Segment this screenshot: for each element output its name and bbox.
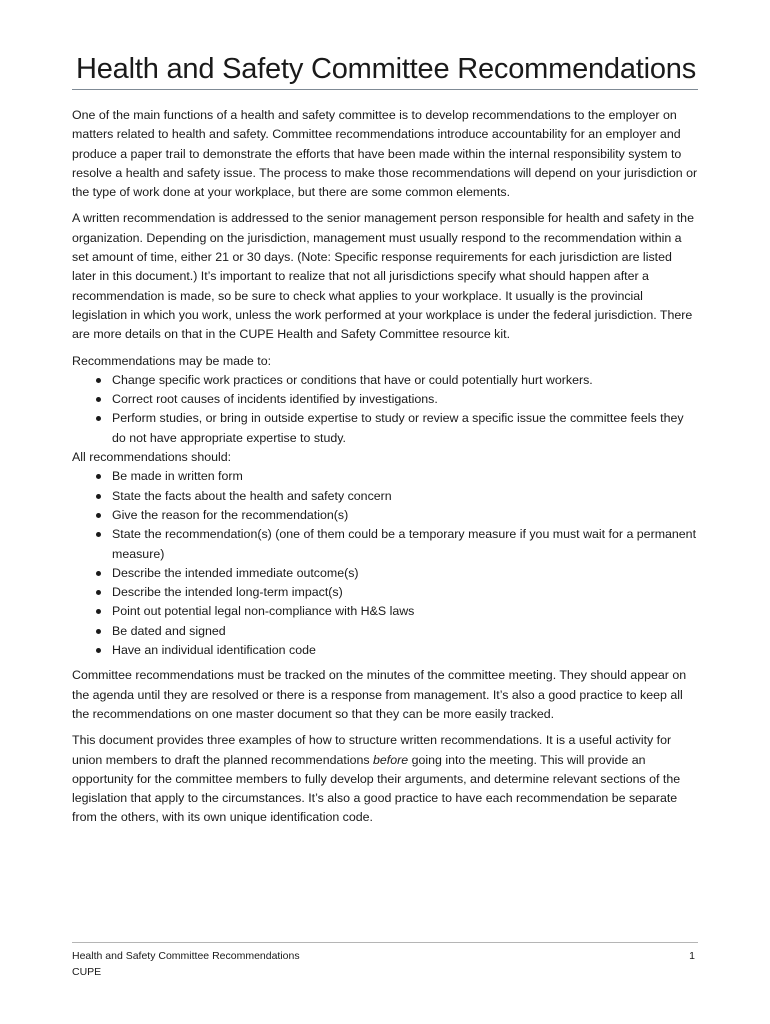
list-item: Point out potential legal non-compliance with H&S laws bbox=[112, 602, 698, 621]
should-label: All recommendations should: bbox=[72, 450, 232, 465]
may-be-made-list bbox=[72, 371, 698, 448]
list-item: Perform studies, or bring in outside expertise to study or review a specific issue the committee feels they do not have appropriate expertise to study. bbox=[112, 409, 698, 448]
list-item: State the recommendation(s) (one of them could be a temporary measure if you must wait for a permanent measure) bbox=[112, 525, 698, 564]
may-be-made-label: Recommendations may be made to: bbox=[72, 353, 272, 368]
tracking-paragraph: Committee recommendations must be tracked on the minutes of the committee meeting. They should appear on the agenda until they are resolved or there is a response from management. It’s also a good practice to keep all the recommendations on one master document so that they can be more easily tracked. bbox=[72, 668, 687, 721]
list-item: Have an individual identification code bbox=[112, 641, 698, 660]
list-item: Correct root causes of incidents identified by investigations. bbox=[112, 390, 698, 409]
document-body bbox=[72, 106, 698, 835]
list-item: Change specific work practices or conditions that have or could potentially hurt workers. bbox=[112, 371, 698, 390]
intro-paragraph: One of the main functions of a health and safety committee is to develop recommendations to the employer on matters related to health and safety. Committee recommendations introduce accountability for an employer and produce a paper trail to demonstrate the efforts that have been made within the internal responsibility system to resolve a health and safety issue. The process to make those recommendations will depend on your jurisdiction or the type of work done at your workplace, but there are some common elements. bbox=[72, 108, 698, 200]
list-item: Be dated and signed bbox=[112, 622, 698, 641]
list-item: State the facts about the health and safety concern bbox=[112, 487, 698, 506]
footer-organization: CUPE bbox=[72, 966, 102, 978]
list-item: Give the reason for the recommendation(s) bbox=[112, 506, 698, 525]
examples-paragraph: This document provides three examples of how to structure written recommendations. It is a useful activity for union members to draft the planned recommendations before going into the meeting. This will provide an opportunity for the committee members to fully develop their arguments, and determine relevant sections of the legislation that apply to the circumstances. It’s also a good practice to have each recommendation be separate from the others, with its own unique identification code. bbox=[72, 733, 681, 825]
page-title: Health and Safety Committee Recommendations bbox=[76, 53, 697, 85]
footer-document-title: Health and Safety Committee Recommendations bbox=[72, 950, 300, 962]
should-list bbox=[72, 467, 698, 660]
list-item: Describe the intended immediate outcome(s) bbox=[112, 564, 698, 583]
title-underline bbox=[72, 89, 698, 90]
written-recommendation-paragraph: A written recommendation is addressed to the senior management person responsible for health and safety in the organization. Depending on the jurisdiction, management must usually respond to the recommendation within a set amount of time, either 21 or 30 days. (Note: Specific response requirements for each jurisdiction are listed later in this document.) It’s important to realize that not all jurisdictions specify what should happen after a recommendation is made, so be sure to check what applies to your workplace. It usually is the provincial legislation in which you work, unless the work performed at your workplace is under the federal jurisdiction. There are more details on that in the CUPE Health and Safety Committee resource kit. bbox=[72, 211, 694, 342]
page-number: 1 bbox=[689, 950, 695, 962]
footer bbox=[72, 948, 300, 980]
list-item: Describe the intended long-term impact(s) bbox=[112, 583, 698, 602]
list-item: Be made in written form bbox=[112, 467, 698, 486]
footer-divider bbox=[72, 942, 698, 943]
emphasis-before: before bbox=[373, 752, 409, 767]
